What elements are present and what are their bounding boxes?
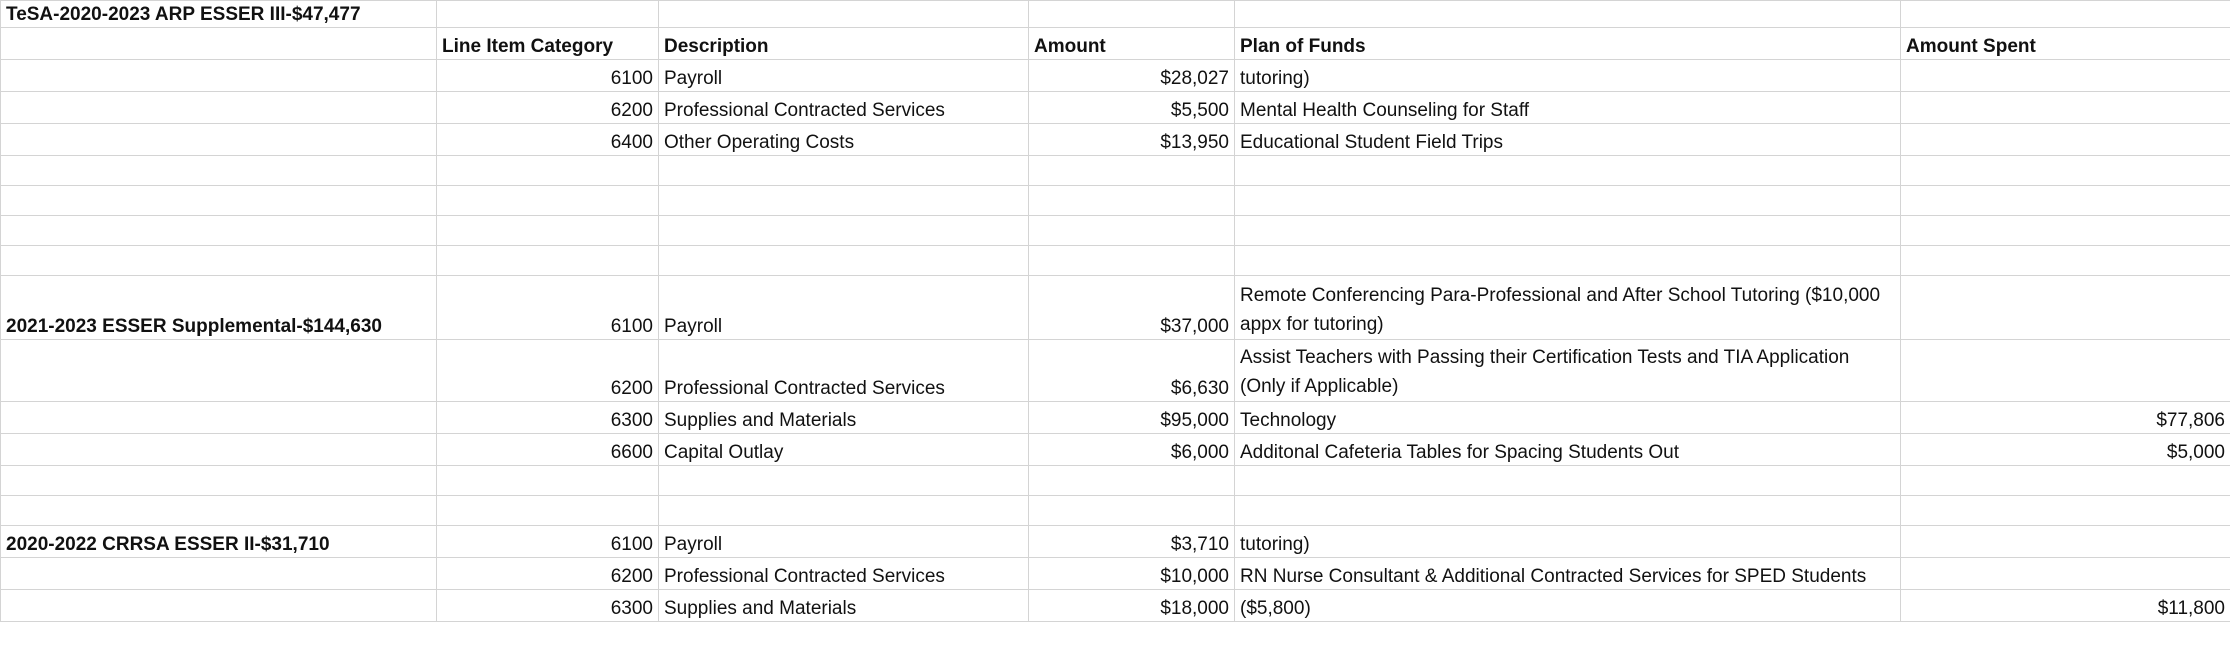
- table-row: [1, 402, 2230, 434]
- description-cell[interactable]: Professional Contracted Services: [659, 558, 1029, 590]
- plan-cell[interactable]: RN Nurse Consultant & Additional Contracted Services for SPED Students: [1235, 558, 1901, 590]
- table-row: [1, 276, 2230, 340]
- cell[interactable]: [659, 466, 1029, 496]
- description-cell[interactable]: Payroll: [659, 60, 1029, 92]
- title-row: [1, 1, 2230, 28]
- cell[interactable]: [1235, 216, 1901, 246]
- table-row: [1, 526, 2230, 558]
- cell[interactable]: [1, 60, 437, 92]
- cell[interactable]: [1235, 156, 1901, 186]
- amount-cell[interactable]: $28,027: [1029, 60, 1235, 92]
- cell[interactable]: [659, 216, 1029, 246]
- amount-cell[interactable]: $5,500: [1029, 92, 1235, 124]
- line-item-code[interactable]: 6600: [437, 434, 659, 466]
- cell[interactable]: [1, 186, 437, 216]
- cell[interactable]: [437, 216, 659, 246]
- cell[interactable]: [1235, 466, 1901, 496]
- empty-row: [1, 496, 2230, 526]
- plan-cell[interactable]: Mental Health Counseling for Staff: [1235, 92, 1901, 124]
- cell[interactable]: [1, 28, 437, 60]
- line-item-code[interactable]: 6200: [437, 92, 659, 124]
- cell[interactable]: [1901, 1, 2230, 28]
- table-row: [1, 434, 2230, 466]
- header-row: [1, 28, 2230, 60]
- description-cell[interactable]: Payroll: [659, 526, 1029, 558]
- empty-row: [1, 216, 2230, 246]
- cell[interactable]: [437, 246, 659, 276]
- plan-cell[interactable]: Educational Student Field Trips: [1235, 124, 1901, 156]
- cell[interactable]: [1, 558, 437, 590]
- cell[interactable]: [1901, 246, 2230, 276]
- cell[interactable]: [437, 186, 659, 216]
- description-cell[interactable]: Supplies and Materials: [659, 402, 1029, 434]
- empty-row: [1, 186, 2230, 216]
- line-item-code[interactable]: 6100: [437, 526, 659, 558]
- cell[interactable]: [1901, 466, 2230, 496]
- amount-cell[interactable]: $37,000: [1029, 276, 1235, 340]
- spent-cell[interactable]: [1901, 92, 2230, 124]
- column-header-description[interactable]: Description: [659, 28, 1029, 60]
- sheet-title[interactable]: TeSA-2020-2023 ARP ESSER III-$47,477: [1, 1, 437, 28]
- plan-cell[interactable]: tutoring): [1235, 60, 1901, 92]
- cell[interactable]: [1, 124, 437, 156]
- cell[interactable]: [1901, 216, 2230, 246]
- amount-cell[interactable]: $6,630: [1029, 340, 1235, 402]
- line-item-code[interactable]: 6400: [437, 124, 659, 156]
- section-label[interactable]: 2020-2022 CRRSA ESSER II-$31,710: [1, 526, 437, 558]
- cell[interactable]: [1029, 186, 1235, 216]
- table-row: [1, 340, 2230, 402]
- spent-cell[interactable]: $77,806: [1901, 402, 2230, 434]
- column-header-amount-spent[interactable]: Amount Spent: [1901, 28, 2230, 60]
- spent-cell[interactable]: [1901, 558, 2230, 590]
- cell[interactable]: [437, 496, 659, 526]
- cell[interactable]: [1, 434, 437, 466]
- table-row: [1, 92, 2230, 124]
- spent-cell[interactable]: [1901, 60, 2230, 92]
- plan-cell[interactable]: Remote Conferencing Para-Professional and After School Tutoring ($10,000 appx for tutoring): [1235, 276, 1901, 340]
- spent-cell[interactable]: $5,000: [1901, 434, 2230, 466]
- cell[interactable]: [1029, 156, 1235, 186]
- cell[interactable]: [659, 156, 1029, 186]
- spent-cell[interactable]: [1901, 526, 2230, 558]
- column-header-line-item[interactable]: Line Item Category: [437, 28, 659, 60]
- cell[interactable]: [1235, 186, 1901, 216]
- cell[interactable]: [1901, 186, 2230, 216]
- cell[interactable]: [1, 590, 437, 622]
- cell[interactable]: [1, 466, 437, 496]
- spent-cell[interactable]: [1901, 340, 2230, 402]
- line-item-code[interactable]: 6100: [437, 60, 659, 92]
- cell[interactable]: [1235, 246, 1901, 276]
- cell[interactable]: [1901, 496, 2230, 526]
- plan-cell[interactable]: Additonal Cafeteria Tables for Spacing Students Out: [1235, 434, 1901, 466]
- cell[interactable]: [1, 92, 437, 124]
- column-header-amount[interactable]: Amount: [1029, 28, 1235, 60]
- cell[interactable]: [1901, 156, 2230, 186]
- cell[interactable]: [659, 186, 1029, 216]
- line-item-code[interactable]: 6100: [437, 276, 659, 340]
- cell[interactable]: [437, 466, 659, 496]
- cell[interactable]: [1029, 496, 1235, 526]
- cell[interactable]: [1235, 496, 1901, 526]
- empty-row: [1, 466, 2230, 496]
- description-cell[interactable]: Other Operating Costs: [659, 124, 1029, 156]
- cell[interactable]: [437, 156, 659, 186]
- table-row: [1, 60, 2230, 92]
- cell[interactable]: [437, 1, 659, 28]
- amount-cell[interactable]: $10,000: [1029, 558, 1235, 590]
- table-row: [1, 124, 2230, 156]
- section-label[interactable]: 2021-2023 ESSER Supplemental-$144,630: [1, 276, 437, 340]
- line-item-code[interactable]: 6300: [437, 402, 659, 434]
- cell[interactable]: [1, 340, 437, 402]
- cell[interactable]: [659, 496, 1029, 526]
- empty-row: [1, 156, 2230, 186]
- spent-cell[interactable]: [1901, 124, 2230, 156]
- table-row: [1, 558, 2230, 590]
- cell[interactable]: [659, 1, 1029, 28]
- plan-cell[interactable]: ($5,800): [1235, 590, 1901, 622]
- cell[interactable]: [1, 216, 437, 246]
- line-item-code[interactable]: 6200: [437, 340, 659, 402]
- empty-row: [1, 246, 2230, 276]
- cell[interactable]: [1, 156, 437, 186]
- spent-cell[interactable]: [1901, 276, 2230, 340]
- amount-cell[interactable]: $6,000: [1029, 434, 1235, 466]
- table-row: [1, 590, 2230, 622]
- cell[interactable]: [1235, 1, 1901, 28]
- cell[interactable]: [1, 246, 437, 276]
- cell[interactable]: [1029, 1, 1235, 28]
- description-cell[interactable]: Professional Contracted Services: [659, 92, 1029, 124]
- description-cell[interactable]: Payroll: [659, 276, 1029, 340]
- cell[interactable]: [1029, 466, 1235, 496]
- column-header-plan-of-funds[interactable]: Plan of Funds: [1235, 28, 1901, 60]
- amount-cell[interactable]: $3,710: [1029, 526, 1235, 558]
- spent-cell[interactable]: $11,800: [1901, 590, 2230, 622]
- amount-cell[interactable]: $13,950: [1029, 124, 1235, 156]
- cell[interactable]: [1029, 216, 1235, 246]
- plan-cell[interactable]: Technology: [1235, 402, 1901, 434]
- plan-cell[interactable]: tutoring): [1235, 526, 1901, 558]
- amount-cell[interactable]: $18,000: [1029, 590, 1235, 622]
- description-cell[interactable]: Capital Outlay: [659, 434, 1029, 466]
- line-item-code[interactable]: 6300: [437, 590, 659, 622]
- line-item-code[interactable]: 6200: [437, 558, 659, 590]
- cell[interactable]: [1029, 246, 1235, 276]
- cell[interactable]: [659, 246, 1029, 276]
- cell[interactable]: [1, 402, 437, 434]
- amount-cell[interactable]: $95,000: [1029, 402, 1235, 434]
- description-cell[interactable]: Supplies and Materials: [659, 590, 1029, 622]
- plan-cell[interactable]: Assist Teachers with Passing their Certification Tests and TIA Application (Only if Applicable): [1235, 340, 1901, 402]
- cell[interactable]: [1, 496, 437, 526]
- description-cell[interactable]: Professional Contracted Services: [659, 340, 1029, 402]
